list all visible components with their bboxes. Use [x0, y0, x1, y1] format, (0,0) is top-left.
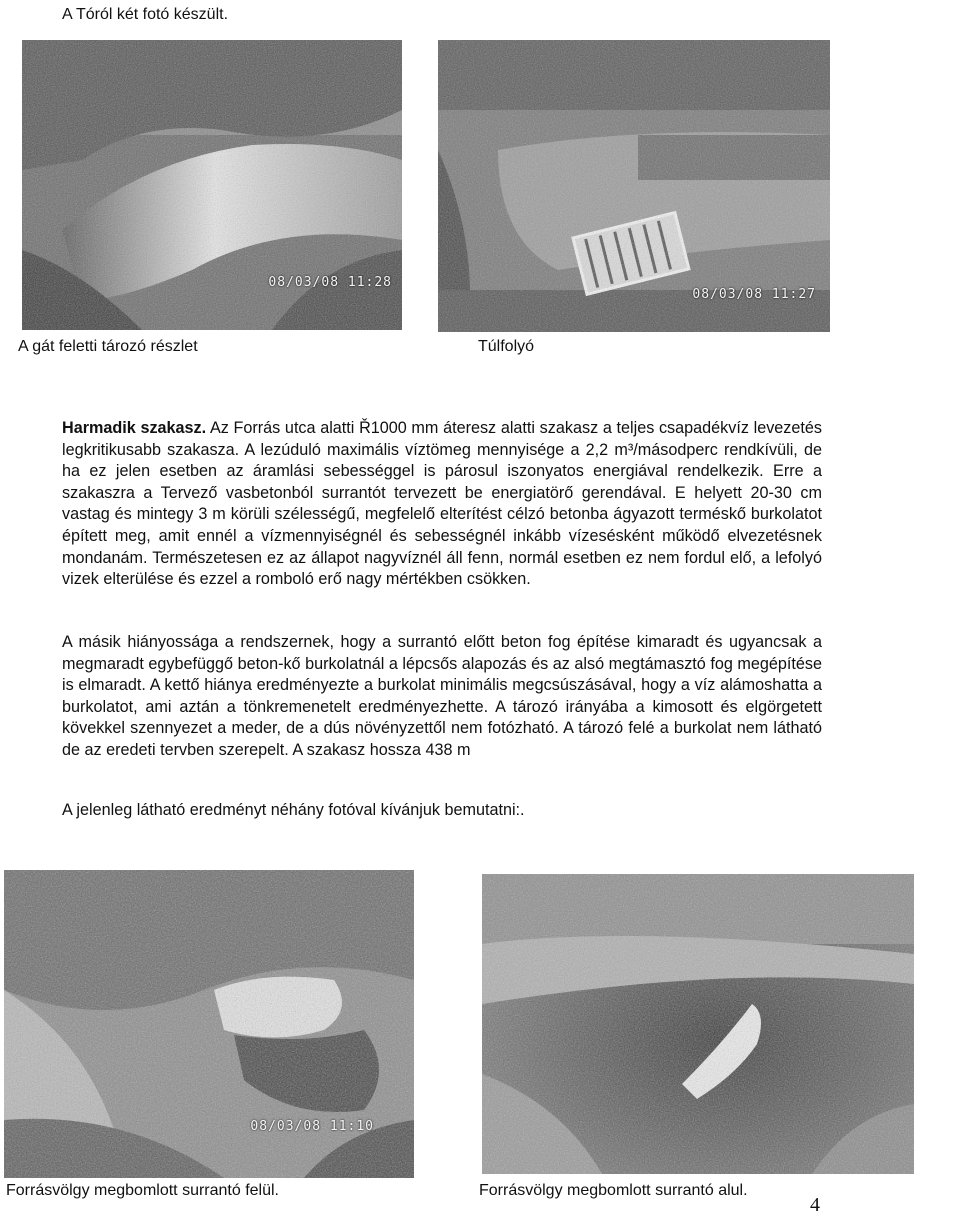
section3-paragraph — [62, 418, 822, 591]
photo-timestamp: 08/03/08 11:28 — [268, 275, 392, 290]
photo-caption-chute-top: Forrásvölgy megbomlott surrantó felül. — [6, 1182, 279, 1199]
paragraph-photos-intro: A jelenleg látható eredményt néhány fotóval kívánjuk bemutatni:. — [62, 801, 525, 819]
photo-caption-overflow: Túlfolyó — [478, 338, 535, 355]
paragraph-deficiency: A másik hiányossága a rendszernek, hogy a surrantó előtt beton fog építése kimaradt és ugyancsak a megmaradt egybefüggő beton-kő burkolatnál a lépcsős alapozás és az alsó megtámasztó fog megépítése is elmaradt. A kettő hiánya eredményezte a burkolat minimális megcsúszásával, hogy a víz alámoshatta a burkolatot, ami aztán a tönkremenetelt eredményezhette. A tározó irányába a kimosott és elgörgetett kövekkel szennyezet a meder, de a dús növényzettől nem fotózható. A tározó felé a burkolat nem látható de az eredeti tervben szerepelt. A szakasz hossza 438 m — [62, 633, 822, 759]
section3-body: Az Forrás utca alatti Ř1000 mm áteresz alatti szakasz a teljes csapadékvíz levezetés legkritikusabb szakasza. A lezúduló maximális víztömeg mennyisége a 2,2 m³/másodperc rendkívüli, de ha ez jelen esetben az áramlási sebességgel is párosul iszonyatos energiával rendelkezik. Erre a szakaszra a Tervező vasbetonból surrantót tervezett be energiatörő gerendával. E helyett 20-30 cm vastag és mintegy 3 m körüli szélességű, megfelelő elterítést célzó betonba ágyazott terméskő burkolatot épített meg, amit ennél a vízmennyiségnél és sebességnél inkább vízesésként működő elvezetésnek mondanám. Természetesen ez az állapot nagyvíznél áll fenn, normál esetben ez nem fordul elő, a lefolyó vizek elterülése és ezzel a romboló erő nagy mértékben csökken. — [62, 419, 822, 589]
photo-chute-top — [4, 870, 414, 1178]
photo-timestamp: 08/03/08 11:10 — [250, 1119, 374, 1134]
photo-caption-chute-bottom: Forrásvölgy megbomlott surrantó alul. — [479, 1182, 748, 1199]
intro-text: A Tóról két fotó készült. — [62, 6, 229, 23]
photo-caption-reservoir: A gát feletti tározó részlet — [18, 338, 198, 355]
section3-heading: Harmadik szakasz. — [62, 419, 207, 437]
photo-reservoir — [22, 40, 402, 330]
photo-chute-bottom — [482, 874, 914, 1174]
photo-overflow — [438, 40, 830, 332]
photo-timestamp: 08/03/08 11:27 — [692, 287, 816, 302]
page-number: 4 — [810, 1194, 820, 1216]
